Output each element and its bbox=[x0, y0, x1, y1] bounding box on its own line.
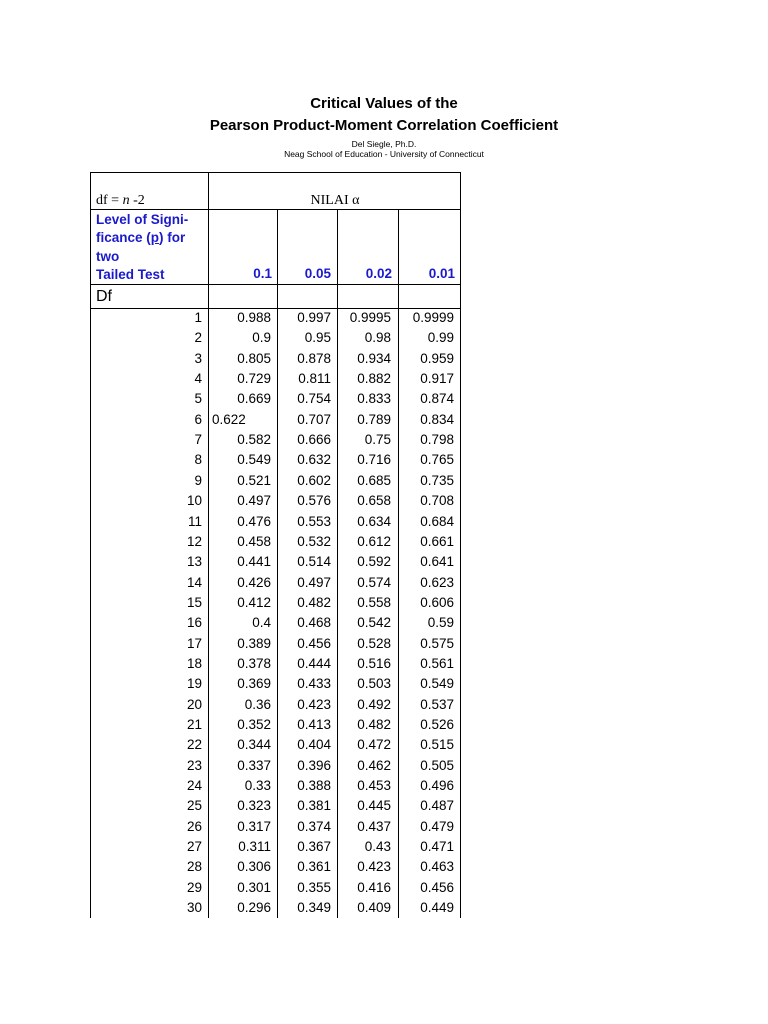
critical-value-cell: 0.98 bbox=[364, 330, 391, 346]
df-label-divider bbox=[90, 308, 461, 309]
critical-value-cell: 0.576 bbox=[297, 493, 331, 509]
critical-value-cell: 0.528 bbox=[357, 635, 391, 651]
table-top-border bbox=[90, 172, 461, 173]
critical-value-cell: 0.9999 bbox=[412, 310, 454, 325]
critical-value-cell: 0.882 bbox=[357, 371, 391, 387]
critical-value-cell: 0.416 bbox=[357, 879, 391, 895]
critical-value-cell: 0.622 bbox=[212, 411, 246, 427]
df-value: 2 bbox=[194, 330, 202, 346]
critical-value-cell: 0.526 bbox=[420, 717, 454, 732]
critical-value-cell: 0.833 bbox=[357, 391, 391, 407]
critical-value-cell: 0.592 bbox=[357, 554, 391, 570]
critical-value-cell: 0.369 bbox=[237, 676, 271, 692]
df-value: 29 bbox=[186, 879, 202, 895]
df-value: 27 bbox=[186, 839, 202, 855]
affiliation: Neag School of Education - University of Connecticut bbox=[284, 149, 484, 159]
critical-value-cell: 0.404 bbox=[297, 737, 331, 753]
critical-value-cell: 0.515 bbox=[420, 737, 454, 753]
critical-value-cell: 0.476 bbox=[237, 513, 271, 529]
critical-value-cell: 0.433 bbox=[297, 676, 331, 692]
critical-value-cell: 0.561 bbox=[420, 655, 454, 671]
df-formula bbox=[96, 193, 145, 209]
df-value: 13 bbox=[186, 554, 202, 570]
critical-value-cell: 0.423 bbox=[297, 696, 331, 712]
critical-value-cell: 0.317 bbox=[237, 818, 271, 834]
critical-value-cell: 0.482 bbox=[297, 594, 331, 610]
critical-value-cell: 0.352 bbox=[237, 717, 271, 732]
df-value: 10 bbox=[186, 493, 202, 509]
level-line-3: two bbox=[96, 248, 120, 264]
left-border bbox=[90, 172, 91, 918]
critical-value-cell: 0.378 bbox=[237, 655, 271, 671]
document-title-line-1: Critical Values of the bbox=[310, 95, 458, 112]
critical-value-cell: 0.449 bbox=[420, 900, 454, 916]
critical-value-cell: 0.445 bbox=[357, 798, 391, 814]
critical-value-cell: 0.296 bbox=[237, 900, 271, 916]
critical-value-cell: 0.805 bbox=[237, 350, 271, 366]
df-value: 4 bbox=[194, 371, 202, 387]
df-value: 12 bbox=[186, 533, 202, 549]
df-value: 16 bbox=[186, 615, 202, 631]
critical-value-cell: 0.456 bbox=[297, 635, 331, 651]
critical-value-cell: 0.344 bbox=[237, 737, 271, 753]
critical-value-cell: 0.389 bbox=[237, 635, 271, 651]
critical-value-cell: 0.575 bbox=[420, 635, 454, 651]
critical-value-cell: 0.99 bbox=[427, 330, 454, 346]
critical-value-cell: 0.959 bbox=[420, 350, 454, 366]
critical-value-cell: 0.811 bbox=[298, 371, 331, 387]
critical-value-cell: 0.374 bbox=[297, 818, 331, 834]
df-value: 7 bbox=[194, 432, 202, 448]
level-line-2-end: ) for bbox=[159, 230, 186, 246]
df-value: 6 bbox=[194, 411, 202, 427]
critical-value-cell: 0.9 bbox=[252, 330, 271, 346]
critical-value-cell: 0.735 bbox=[420, 472, 454, 488]
critical-value-cell: 0.453 bbox=[357, 778, 391, 794]
df-value: 25 bbox=[186, 798, 202, 814]
critical-value-cell: 0.661 bbox=[420, 533, 454, 549]
critical-value-cell: 0.685 bbox=[357, 472, 391, 488]
critical-value-cell: 0.553 bbox=[297, 513, 331, 529]
df-formula-variable: n bbox=[122, 193, 130, 208]
critical-value-cell: 0.349 bbox=[297, 900, 331, 916]
critical-value-cell: 0.684 bbox=[420, 513, 454, 529]
critical-value-cell: 0.479 bbox=[420, 818, 454, 834]
df-value: 15 bbox=[186, 594, 202, 610]
df-value: 23 bbox=[186, 757, 202, 773]
sig-level-0.05: 0.05 bbox=[304, 266, 331, 281]
critical-value-cell: 0.641 bbox=[420, 554, 454, 570]
critical-value-cell: 0.666 bbox=[297, 432, 331, 448]
critical-value-cell: 0.456 bbox=[420, 879, 454, 895]
critical-value-cell: 0.514 bbox=[297, 554, 331, 570]
df-value: 14 bbox=[186, 574, 202, 590]
critical-value-cell: 0.95 bbox=[304, 330, 331, 346]
df-value: 19 bbox=[186, 676, 202, 692]
critical-value-cell: 0.426 bbox=[237, 574, 271, 590]
critical-value-cell: 0.75 bbox=[364, 432, 391, 448]
critical-value-cell: 0.396 bbox=[297, 757, 331, 773]
df-value: 22 bbox=[186, 737, 202, 753]
critical-value-cell: 0.789 bbox=[357, 411, 391, 427]
critical-value-cell: 0.444 bbox=[297, 655, 331, 671]
critical-value-cell: 0.323 bbox=[237, 798, 271, 814]
critical-value-cell: 0.754 bbox=[297, 391, 331, 407]
critical-value-cell: 0.503 bbox=[357, 676, 391, 692]
critical-value-cell: 0.355 bbox=[297, 879, 331, 895]
level-of-significance-label bbox=[96, 211, 211, 284]
critical-value-cell: 0.612 bbox=[357, 533, 391, 549]
df-value: 5 bbox=[194, 391, 202, 407]
critical-value-cell: 0.988 bbox=[237, 310, 271, 325]
col-divider-3 bbox=[398, 209, 399, 918]
critical-value-cell: 0.521 bbox=[237, 472, 271, 488]
df-value: 21 bbox=[186, 717, 202, 732]
critical-value-cell: 0.708 bbox=[420, 493, 454, 509]
critical-value-cell: 0.301 bbox=[237, 879, 271, 895]
df-value: 24 bbox=[186, 778, 202, 794]
critical-value-cell: 0.437 bbox=[357, 818, 391, 834]
critical-value-cell: 0.582 bbox=[237, 432, 271, 448]
critical-value-cell: 0.492 bbox=[357, 696, 391, 712]
author: Del Siegle, Ph.D. bbox=[351, 139, 417, 149]
critical-value-cell: 0.496 bbox=[420, 778, 454, 794]
critical-value-cell: 0.306 bbox=[237, 859, 271, 875]
critical-value-cell: 0.36 bbox=[244, 696, 271, 712]
nilai-alpha-header: NILAI α bbox=[310, 193, 360, 208]
critical-value-cell: 0.9995 bbox=[349, 310, 391, 325]
critical-value-cell: 0.497 bbox=[237, 493, 271, 509]
critical-value-cell: 0.381 bbox=[297, 798, 331, 814]
critical-value-cell: 0.549 bbox=[420, 676, 454, 692]
critical-value-cell: 0.367 bbox=[297, 839, 331, 855]
df-value: 8 bbox=[194, 452, 202, 468]
df-value: 3 bbox=[194, 350, 202, 366]
df-value: 17 bbox=[186, 635, 202, 651]
sig-level-0.01: 0.01 bbox=[428, 266, 455, 281]
document-title-line-2: Pearson Product-Moment Correlation Coefficient bbox=[209, 117, 559, 134]
right-border bbox=[460, 172, 461, 918]
critical-value-cell: 0.558 bbox=[357, 594, 391, 610]
critical-value-cell: 0.388 bbox=[297, 778, 331, 794]
critical-value-cell: 0.669 bbox=[237, 391, 271, 407]
df-value: 11 bbox=[187, 513, 202, 529]
df-value: 28 bbox=[186, 859, 202, 875]
df-value: 9 bbox=[194, 472, 202, 488]
critical-value-cell: 0.482 bbox=[357, 717, 391, 732]
critical-value-cell: 0.729 bbox=[237, 371, 271, 387]
critical-value-cell: 0.423 bbox=[357, 859, 391, 875]
level-line-4: Tailed Test bbox=[96, 266, 165, 282]
col-divider-2 bbox=[337, 209, 338, 918]
df-value: 20 bbox=[186, 696, 202, 712]
sig-level-0.02: 0.02 bbox=[365, 266, 392, 281]
critical-value-cell: 0.716 bbox=[357, 452, 391, 468]
critical-value-cell: 0.412 bbox=[237, 594, 271, 610]
critical-value-cell: 0.497 bbox=[297, 574, 331, 590]
critical-value-cell: 0.516 bbox=[357, 655, 391, 671]
col-divider-1 bbox=[277, 209, 278, 918]
critical-value-cell: 0.765 bbox=[420, 452, 454, 468]
critical-value-cell: 0.632 bbox=[297, 452, 331, 468]
critical-value-cell: 0.798 bbox=[420, 432, 454, 448]
df-value: 1 bbox=[194, 310, 202, 325]
df-column-label: Df bbox=[96, 288, 112, 305]
critical-value-cell: 0.997 bbox=[297, 310, 331, 325]
level-line-2-start: ficance ( bbox=[96, 230, 151, 246]
critical-value-cell: 0.43 bbox=[364, 839, 391, 855]
critical-value-cell: 0.487 bbox=[420, 798, 454, 814]
critical-value-cell: 0.834 bbox=[420, 411, 454, 427]
header-sig-divider bbox=[90, 209, 461, 210]
df-value: 26 bbox=[186, 818, 202, 834]
df-value: 18 bbox=[186, 655, 202, 671]
critical-value-cell: 0.458 bbox=[237, 533, 271, 549]
critical-value-cell: 0.463 bbox=[420, 859, 454, 875]
critical-value-cell: 0.413 bbox=[297, 717, 331, 732]
critical-value-cell: 0.707 bbox=[297, 411, 331, 427]
critical-value-cell: 0.542 bbox=[357, 615, 391, 631]
critical-value-cell: 0.917 bbox=[420, 371, 454, 387]
critical-value-cell: 0.634 bbox=[357, 513, 391, 529]
critical-value-cell: 0.441 bbox=[237, 554, 271, 570]
critical-value-cell: 0.4 bbox=[252, 615, 271, 631]
level-p-symbol: p bbox=[150, 230, 160, 246]
df-formula-prefix: df = bbox=[96, 193, 123, 208]
critical-value-cell: 0.658 bbox=[357, 493, 391, 509]
critical-value-cell: 0.59 bbox=[427, 615, 454, 631]
critical-value-cell: 0.311 bbox=[238, 839, 271, 855]
critical-value-cell: 0.874 bbox=[420, 391, 454, 407]
critical-value-cell: 0.623 bbox=[420, 574, 454, 590]
critical-value-cell: 0.537 bbox=[420, 696, 454, 712]
critical-value-cell: 0.462 bbox=[357, 757, 391, 773]
df-formula-suffix: -2 bbox=[129, 193, 145, 208]
df-value: 30 bbox=[186, 900, 202, 916]
critical-value-cell: 0.878 bbox=[297, 350, 331, 366]
critical-value-cell: 0.33 bbox=[244, 778, 271, 794]
critical-value-cell: 0.472 bbox=[357, 737, 391, 753]
critical-value-cell: 0.574 bbox=[357, 574, 391, 590]
critical-value-cell: 0.602 bbox=[297, 472, 331, 488]
critical-value-cell: 0.549 bbox=[237, 452, 271, 468]
level-line-1: Level of Signi- bbox=[96, 212, 189, 227]
critical-value-cell: 0.505 bbox=[420, 757, 454, 773]
critical-value-cell: 0.606 bbox=[420, 594, 454, 610]
critical-value-cell: 0.532 bbox=[297, 533, 331, 549]
level-line-2 bbox=[96, 229, 211, 247]
sig-level-0.1: 0.1 bbox=[253, 266, 272, 281]
critical-value-cell: 0.337 bbox=[237, 757, 271, 773]
critical-value-cell: 0.361 bbox=[297, 859, 331, 875]
critical-value-cell: 0.468 bbox=[297, 615, 331, 631]
critical-value-cell: 0.934 bbox=[357, 350, 391, 366]
critical-value-cell: 0.409 bbox=[357, 900, 391, 916]
critical-value-cell: 0.471 bbox=[420, 839, 454, 855]
